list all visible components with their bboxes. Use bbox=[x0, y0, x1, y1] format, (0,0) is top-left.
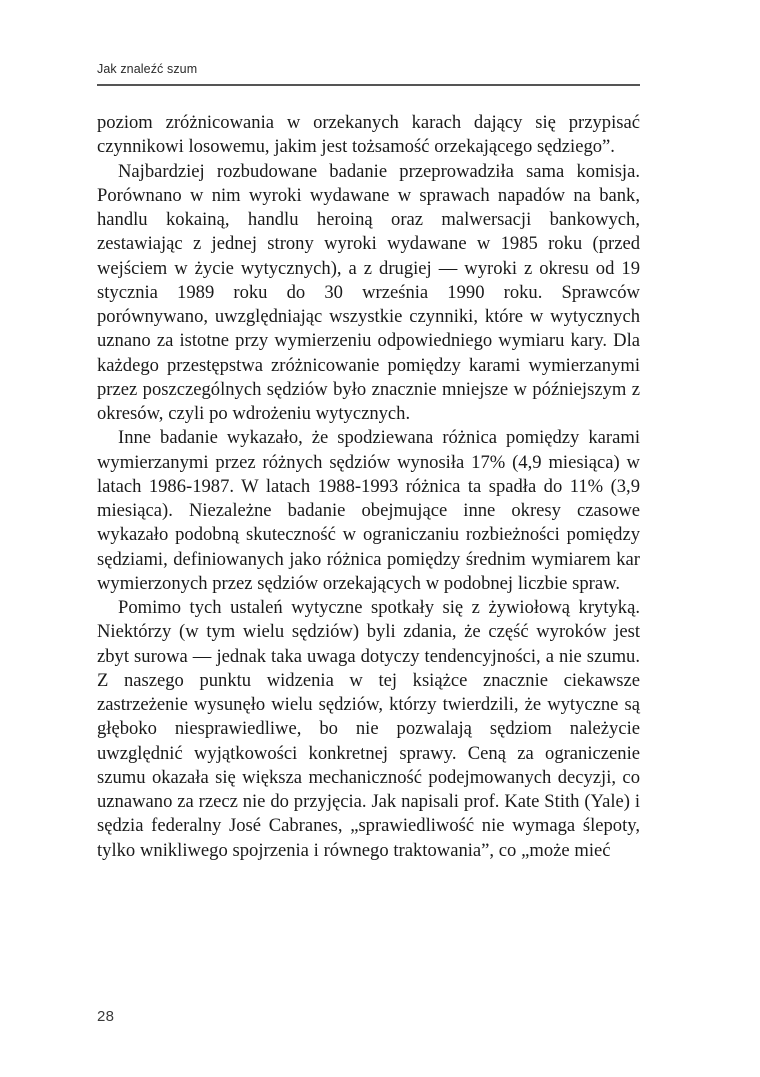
running-head-divider bbox=[97, 84, 640, 86]
running-head-title: Jak znaleźć szum bbox=[97, 62, 198, 76]
paragraph: Najbardziej rozbudowane badanie przeprowadziła sama komisja. Porównano w nim wyroki wydawane w sprawach napadów na bank, handlu kokainą, handlu heroiną oraz malwersacji bankowych, zestawiając z jednej strony wyroki wydawane w 1985 roku (przed wejściem w życie wytycznych), a z drugiej — wyroki z okresu od 19 stycznia 1989 roku do 30 września 1990 roku. Sprawców porównywano, uwzględniając wszystkie czynniki, które w wytycznych uznano za istotne przy wymierzeniu odpowiedniego wymiaru kary. Dla każdego przestępstwa zróżnicowanie pomiędzy karami wymierzanymi przez poszczególnych sędziów było znacznie mniejsze w późniejszym z okresów, czyli po wdrożeniu wytycznych. bbox=[97, 160, 640, 424]
paragraph: Pomimo tych ustaleń wytyczne spotkały się z żywiołową krytyką. Niektórzy (w tym wielu sędziów) byli zdania, że część wyroków jest zbyt surowa — jednak taka uwaga dotyczy tendencyjności, a nie szumu. Z naszego punktu widzenia w tej książce znacznie ciekawsze zastrzeżenie wysunęło wielu sędziów, którzy twierdzili, że wytyczne są głęboko niesprawiedliwe, bo nie pozwalają sędziom należycie uwzględnić wyjątkowości konkretnej sprawy. Ceną za ograniczenie szumu okazała się większa mechaniczność podejmowanych decyzji, co uznawano za rzecz nie do przyjęcia. Jak napisali prof. Kate Stith (Yale) i sędzia federalny José Cabranes, „sprawiedliwość nie wymaga ślepoty, tylko wnikliwego spojrzenia i równego traktowania”, co „może mieć bbox=[97, 597, 640, 861]
paragraph: poziom zróżnicowania w orzekanych karach dający się przypisać czynnikowi losowemu, jakim jest tożsamość orzekającego sędziego”. bbox=[97, 112, 640, 158]
body-text-block bbox=[97, 111, 640, 863]
running-head bbox=[97, 62, 640, 86]
page-number: 28 bbox=[97, 1008, 115, 1025]
paragraph: Inne badanie wykazało, że spodziewana różnica pomiędzy karami wymierzanymi przez różnych sędziów wynosiła 17% (4,9 miesiąca) w latach 1986-1987. W latach 1988-1993 różnica ta spadła do 11% (3,9 miesiąca). Niezależne badanie obejmujące inne okresy czasowe wykazało podobną skuteczność w ograniczaniu rozbieżności pomiędzy sędziami, definiowanych jako różnica pomiędzy średnim wymiarem kar wymierzonych przez sędziów orzekających w podobnej liczbie spraw. bbox=[97, 427, 640, 594]
